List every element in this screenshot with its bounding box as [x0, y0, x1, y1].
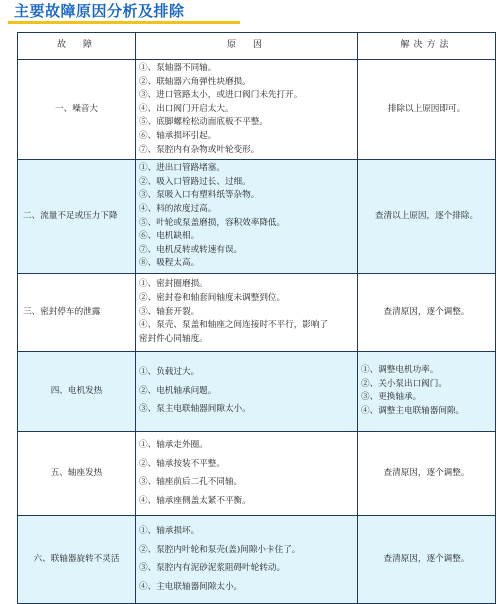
- fault-cell: 六、联轴器旋转不灵活: [18, 516, 136, 604]
- causes-cell: [136, 160, 358, 274]
- fault-table: [17, 32, 496, 604]
- causes-cell: [136, 431, 358, 515]
- page-title: 主要故障原因分析及排除: [14, 2, 185, 20]
- cause-item: ②、轴承按装不平整。: [139, 458, 225, 469]
- cause-item: ⑦、电机反转或转速有误。: [139, 244, 243, 255]
- cause-item: ④、主电联轴器间隙太小。: [139, 581, 243, 592]
- cause-item: ①、轴承走外圈。: [139, 439, 208, 450]
- table-row: [18, 431, 496, 515]
- table-row: [18, 516, 496, 604]
- header-cause: 原 因: [136, 33, 358, 60]
- cause-item: ④、料的浓度过高。: [139, 203, 217, 214]
- causes-cell: [136, 351, 358, 431]
- table-row: [18, 160, 496, 274]
- cause-item: ⑥、电机缺相。: [139, 231, 200, 242]
- fault-cell: 二、流量不足或压力下降: [18, 160, 136, 274]
- cause-item: ②、吸入口管路过长、过细。: [139, 176, 251, 187]
- cause-item: ②、电机轴承问题。: [139, 385, 217, 396]
- cause-item: ①、进出口管路堵塞。: [139, 163, 225, 174]
- cause-item: ②、泵腔内叶轮和泵壳(盖)间隙小卡住了。: [139, 544, 301, 555]
- cause-item: ⑦、泵腔内有杂物或叶轮变形。: [139, 144, 260, 155]
- solution-cell: 查清原因，逐个调整。: [358, 431, 496, 515]
- table-row: [18, 273, 496, 351]
- cause-item: ⑤、底脚螺栓松动面底板不平整。: [139, 117, 268, 128]
- fault-cell: 一、噪音大: [18, 60, 136, 160]
- solution-cell: 查清原因，逐个调整。: [358, 273, 496, 351]
- fault-cell: 四、电机发热: [18, 351, 136, 431]
- cause-item: ⑤、叶轮或泵盖磨损，容积效率降低。: [139, 217, 286, 228]
- cause-item: ①、泵轴器不同轴。: [139, 63, 217, 73]
- cause-item: ⑥、轴承损坏引起。: [139, 130, 217, 141]
- table-header-row: [18, 33, 496, 60]
- cause-item: ④、轴承座侧盖太紧不平衡。: [139, 495, 251, 506]
- header-fault: 故 障: [18, 33, 136, 60]
- cause-item: ①、负载过大。: [139, 367, 200, 378]
- cause-item: ③、泵主电联轴器间隙太小。: [139, 404, 251, 415]
- table-row: [18, 351, 496, 431]
- causes-cell: [136, 516, 358, 604]
- solution-cell: 排除以上原因即可。: [358, 60, 496, 160]
- solution-cell: ①、调整电机功率。 ②、关小泵出口阀门。 ③、更换轴承。 ④、调整主电联轴器间隙。: [358, 351, 496, 431]
- cause-item: ⑧、吸程太高。: [139, 258, 200, 269]
- cause-item: ③、轴座前后二孔不同轴。: [139, 477, 243, 488]
- cause-item: ②、联轴器六角弹性块磨损。: [139, 76, 251, 87]
- cause-item: ④、出口阀门开启太大。: [139, 103, 234, 114]
- cause-item: ①、密封圈磨损。: [139, 279, 208, 290]
- cause-item: 密封件心同轴度。: [139, 333, 208, 344]
- cause-item: ③、轴套开裂。: [139, 306, 200, 317]
- solution-cell: 查清原因，逐个调整。: [358, 516, 496, 604]
- causes-cell: [136, 60, 358, 160]
- cause-item: ③、泵吸入口有塑料纸等杂物。: [139, 190, 260, 201]
- causes-cell: [136, 273, 358, 351]
- solution-cell: 查清以上原因，逐个排除。: [358, 160, 496, 274]
- table-row: [18, 60, 496, 160]
- cause-item: ①、轴承损坏。: [139, 526, 200, 537]
- cause-item: ④、泵壳、泵盖和轴座之间连接时不平行，影响了: [139, 320, 329, 331]
- cause-item: ②、密封卷和轴套间轴度未调整到位。: [139, 293, 286, 304]
- title-underline: [8, 21, 240, 24]
- fault-cell: 五、轴座发热: [18, 431, 136, 515]
- cause-item: ③、泵腔内有泥砂泥浆阻碍叶轮转动。: [139, 563, 286, 574]
- header-solution: 解决方法: [358, 33, 496, 60]
- fault-cell: 三、密封停车的泄露: [18, 273, 136, 351]
- cause-item: ③、进口管路太小，或进口阀门未先打开。: [139, 90, 303, 101]
